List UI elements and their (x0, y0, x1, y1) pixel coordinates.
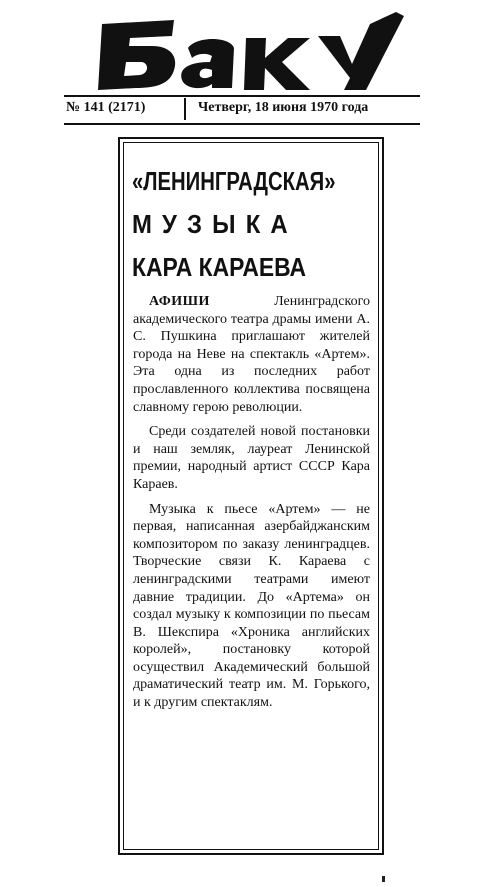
masthead-rule-bottom (64, 123, 420, 125)
article-paragraph-1 (133, 293, 370, 416)
issue-info-line (66, 100, 420, 120)
issue-date: Четверг, 18 июня 1970 года (198, 100, 369, 115)
issue-separator (184, 98, 186, 120)
article-paragraph-2: Среди создателей новой постановки и наш земляк, лауреат Ленинской премии, народный артист СССР Кара Караев. (133, 424, 370, 492)
article-paragraph-1-text: Ленинградского академического театра драмы имени А. С. Пушкина приглашают жителей города на Неве на спектакль «Артем». Эта одна из последних работ прославленного коллектива посвящена славному герою революции. (133, 294, 370, 415)
article-headline-line-3: КАРА КАРАЕВА (132, 252, 307, 282)
issue-number: № 141 (2171) (66, 100, 146, 115)
print-speck (382, 876, 385, 882)
newspaper-masthead-logo (96, 6, 408, 92)
article-headline-line-1: «ЛЕНИНГРАДСКАЯ» (132, 166, 336, 196)
masthead-logo-graphic (96, 6, 408, 92)
masthead-rule-top (64, 95, 420, 97)
article-headline-line-2: МУЗЫКА (132, 209, 298, 239)
article-paragraph-3: Музыка к пьесе «Артем» — не первая, написанная азербайджанским композитором по заказу ленинградцев. Творческие связи К. Караева с ленинградскими театрами имеют давние традиции. До «Артема» он создал музыку к композиции по пьесам В. Шекспира «Хроника английских королей», постановку которой осуществил Академический большой драматический театр им. М. Горького, и к другим спектаклям. (133, 501, 370, 711)
article-lead-word: АФИШИ (149, 294, 210, 309)
article-body (133, 293, 370, 719)
